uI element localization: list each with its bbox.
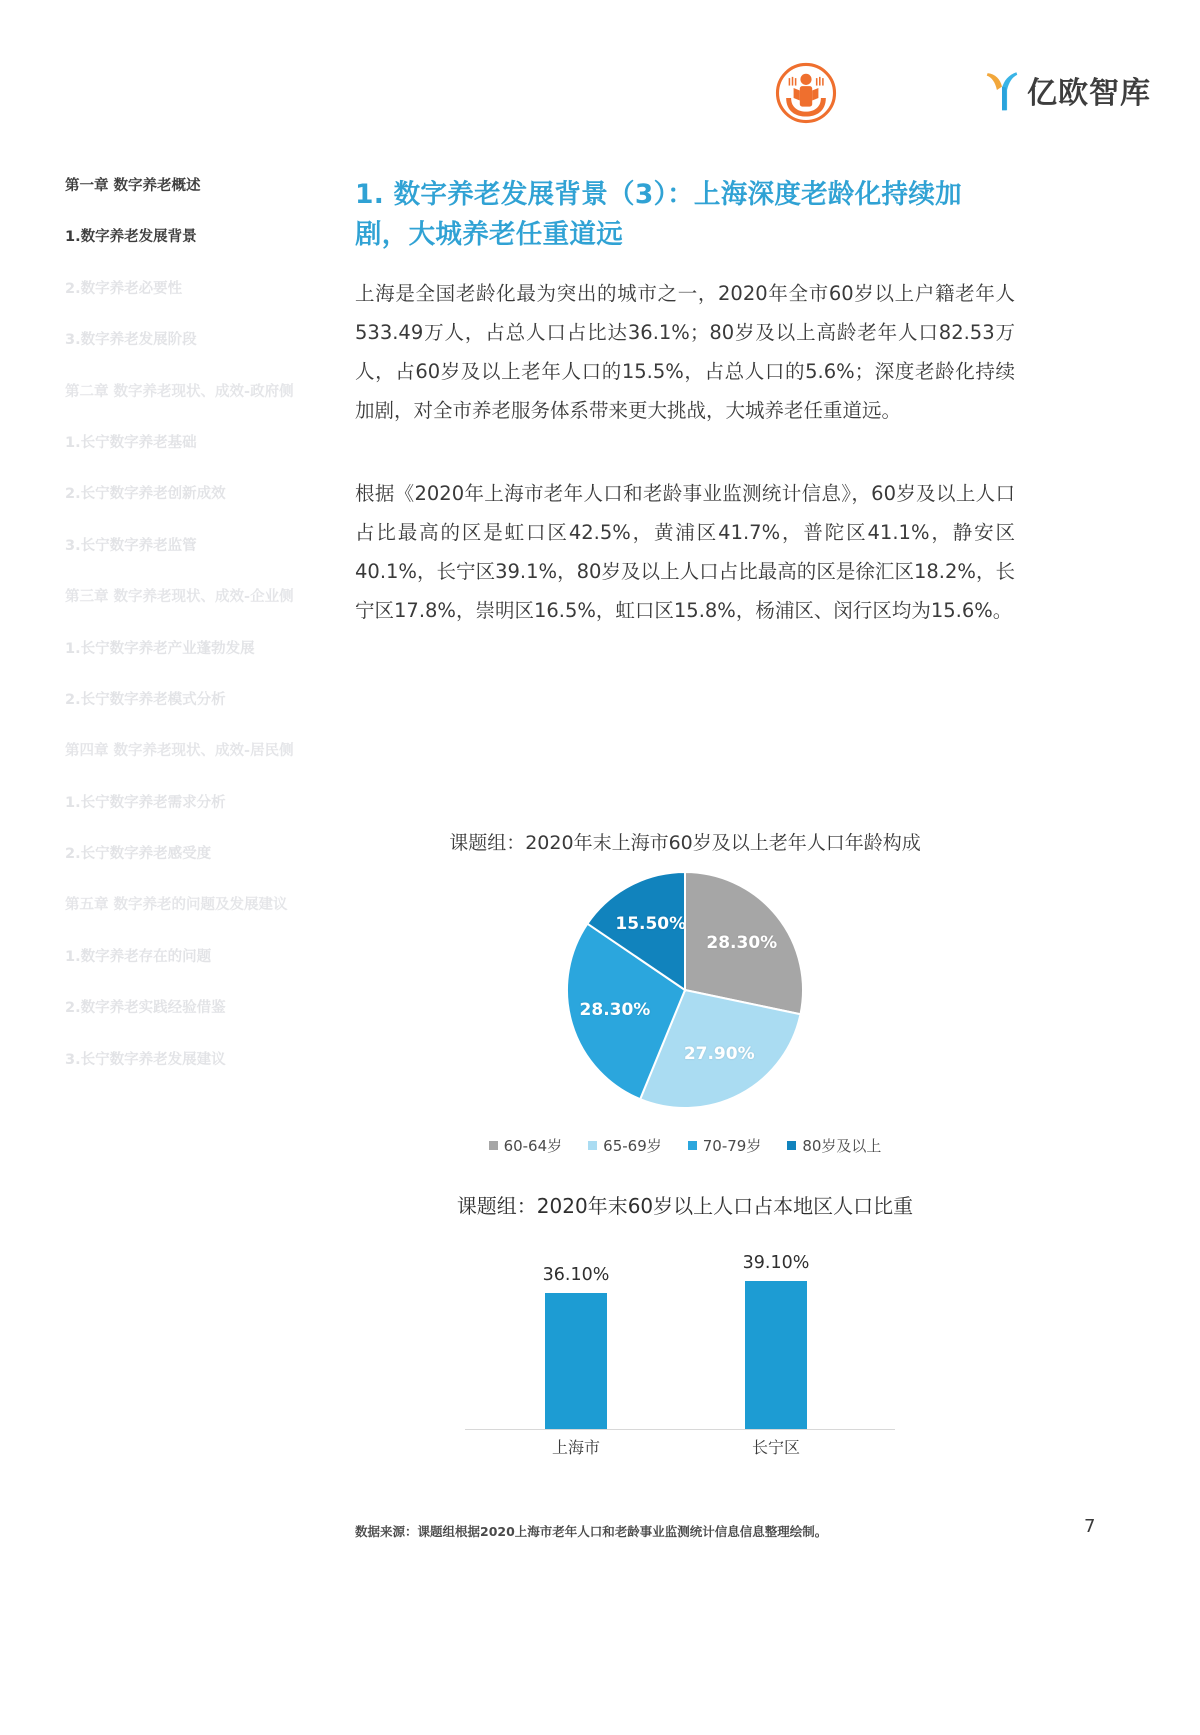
sidebar-item-1-1[interactable]: 1.数字养老发展背景	[65, 229, 197, 246]
footer-source-note	[355, 1522, 1015, 1540]
pie-chart-legend	[355, 1135, 1015, 1156]
page-number: 7	[1084, 1516, 1096, 1537]
pie-chart-svg	[525, 865, 845, 1115]
sidebar-item-1-3[interactable]: 3.数字养老发展阶段	[65, 332, 197, 349]
sidebar-item-3-1[interactable]: 1.长宁数字养老产业蓬勃发展	[65, 640, 255, 657]
pie-chart-block	[355, 828, 1015, 1156]
legend-swatch-80-plus	[787, 1141, 796, 1150]
main-content	[355, 175, 1015, 630]
sidebar-item-chapter-1[interactable]: 第一章 数字养老概述	[65, 178, 201, 194]
pie-label-60-64: 28.30%	[706, 932, 778, 953]
pie-label-70-79: 28.30%	[579, 1000, 651, 1021]
pie-chart-area	[355, 865, 1015, 1125]
sidebar-item-5-3[interactable]: 3.长宁数字养老发展建议	[65, 1051, 226, 1068]
body-paragraph-2: 根据《2020年上海市老年人口和老龄事业监测统计信息》，60岁及以上人口占比最高的区是虹口区42.5%，黄浦区41.7%，普陀区41.1%，静安区40.1%，长宁区39.1%，80岁及以上人口占比最高的区是徐汇区18.2%，长宁区17.8%，崇明区16.5%，虹口区15.8%，杨浦区、闵行区均为15.6%。	[355, 481, 1015, 622]
sidebar-item-5-1[interactable]: 1.数字养老存在的问题	[65, 948, 212, 965]
sidebar-item-2-3[interactable]: 3.长宁数字养老监管	[65, 537, 197, 554]
sidebar-item-4-1[interactable]: 1.长宁数字养老需求分析	[65, 794, 226, 811]
legend-label-60-64: 60-64岁	[503, 1137, 563, 1155]
sidebar-item-2-1[interactable]: 1.长宁数字养老基础	[65, 434, 197, 451]
sidebar-item-chapter-5[interactable]: 第五章 数字养老的问题及发展建议	[65, 897, 288, 914]
sidebar-toc	[65, 178, 335, 1103]
sidebar-item-3-2[interactable]: 2.长宁数字养老模式分析	[65, 691, 226, 708]
bar-value-shanghai: 36.10%	[542, 1265, 610, 1285]
bar-chart-area	[355, 1227, 1015, 1462]
legend-item-80-plus	[787, 1135, 881, 1156]
eo-brand-mark-icon	[985, 68, 1019, 112]
pie-label-65-69: 27.90%	[683, 1043, 755, 1064]
sidebar-item-chapter-2[interactable]: 第二章 数字养老现状、成效-政府侧	[65, 383, 294, 400]
sidebar-item-5-2[interactable]: 2.数字养老实践经验借鉴	[65, 1000, 226, 1017]
legend-label-80-plus: 80岁及以上	[802, 1137, 882, 1155]
body-paragraph-1: 上海是全国老龄化最为突出的城市之一，2020年全市60岁以上户籍老年人533.49万人，占总人口占比达36.1%；80岁及以上高龄老年人口82.53万人，占60岁及以上老年人口的15.5%，占总人口的5.6%；深度老龄化持续加剧，对全市养老服务体系带来更大挑战，大城养老任重道远。	[355, 281, 1015, 422]
sidebar-item-chapter-4[interactable]: 第四章 数字养老现状、成效-居民侧	[65, 743, 294, 760]
bar-category-changning: 长宁区	[751, 1438, 800, 1457]
legend-label-65-69: 65-69岁	[603, 1137, 662, 1155]
bar-changning	[745, 1281, 807, 1429]
changning-civil-affairs-emblem-icon	[775, 62, 837, 124]
source-text: 数据来源：课题组根据2020上海市老年人口和老龄事业监测统计信息信息整理绘制。	[355, 1524, 828, 1539]
sidebar-item-4-2[interactable]: 2.长宁数字养老感受度	[65, 846, 212, 863]
page-header	[0, 30, 1200, 110]
eo-intelligence-logo	[985, 68, 1151, 112]
pie-chart-title: 课题组：2020年末上海市60岁及以上老年人口年龄构成	[449, 832, 921, 854]
bar-category-shanghai: 上海市	[551, 1438, 600, 1457]
legend-swatch-60-64	[489, 1141, 498, 1150]
page-title: 1. 数字养老发展背景（3）：上海深度老龄化持续加剧，大城养老任重道远	[355, 179, 962, 251]
bar-chart-block	[355, 1190, 1015, 1462]
legend-item-70-79	[688, 1135, 762, 1156]
legend-item-60-64	[489, 1135, 563, 1156]
bar-value-changning: 39.10%	[742, 1253, 810, 1273]
eo-intelligence-logo-text: 亿欧智库	[1027, 76, 1151, 111]
sidebar-item-2-2[interactable]: 2.长宁数字养老创新成效	[65, 486, 226, 503]
bar-chart-x-axis	[465, 1429, 895, 1430]
sidebar-item-chapter-3[interactable]: 第三章 数字养老现状、成效-企业侧	[65, 589, 294, 606]
bar-shanghai	[545, 1293, 607, 1429]
legend-label-70-79: 70-79岁	[702, 1137, 762, 1155]
sidebar-item-1-2[interactable]: 2.数字养老必要性	[65, 280, 183, 297]
pie-label-80-plus: 15.50%	[615, 914, 687, 935]
legend-swatch-65-69	[588, 1141, 597, 1150]
legend-swatch-70-79	[688, 1141, 697, 1150]
legend-item-65-69	[588, 1135, 662, 1156]
bar-chart-title: 课题组：2020年末60岁以上人口占本地区人口比重	[456, 1194, 914, 1218]
